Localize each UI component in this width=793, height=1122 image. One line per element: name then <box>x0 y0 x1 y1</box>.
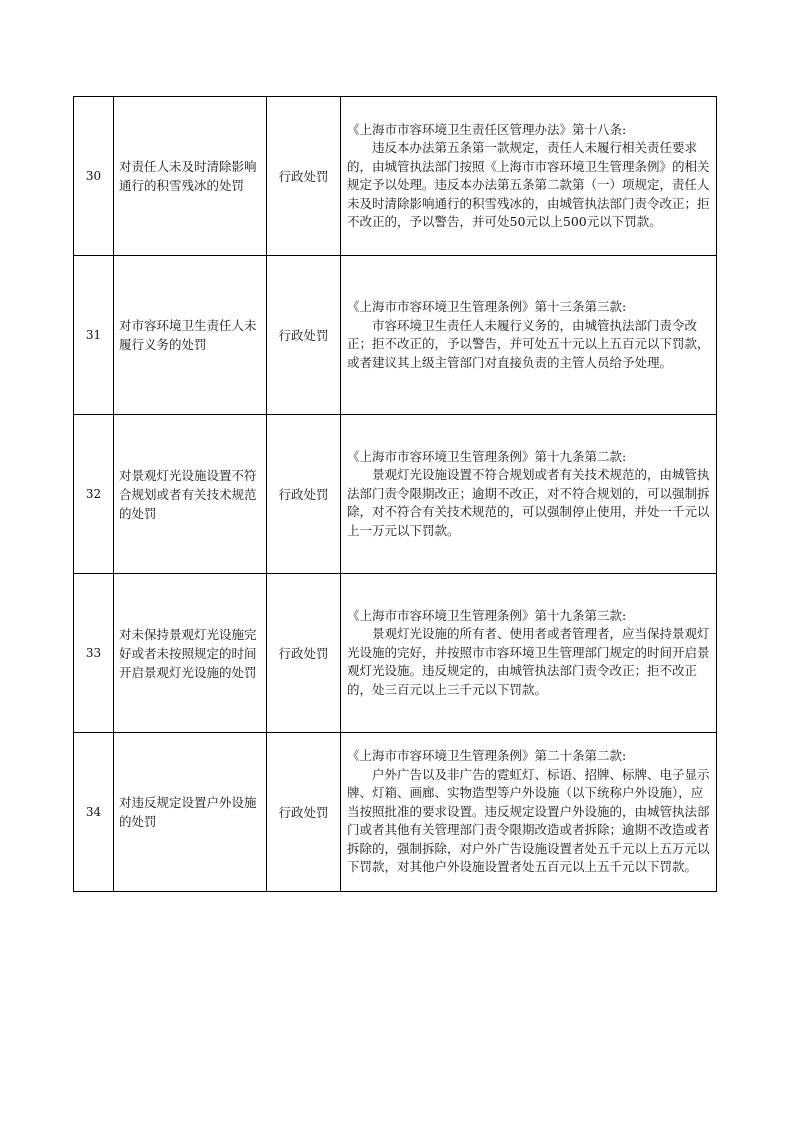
item-type: 行政处罚 <box>267 97 341 256</box>
item-name: 对责任人未及时清除影响通行的积雪残冰的处罚 <box>114 97 267 256</box>
legal-basis-text: 违反本办法第五条第一款规定，责任人未履行相关责任要求的，由城管执法部门按照《上海市市容环境卫生管理条例》的相关规定予以处理。违反本办法第五条第二款第（一）项规定，责任人未及时清除影响通行的积雪残冰的，由城管执法部门责令改正；拒不改正的，予以警告，并可处50元以上500元以下罚款。 <box>347 140 710 229</box>
legal-basis <box>341 256 717 415</box>
table-row <box>74 256 717 415</box>
legal-basis-text: 市容环境卫生责任人未履行义务的，由城管执法部门责令改正；拒不改正的，予以警告，并可处五十元以上五百元以下罚款，或者建议其上级主管部门对直接负责的主管人员给予处理。 <box>347 317 710 370</box>
item-type: 行政处罚 <box>267 574 341 733</box>
row-number: 32 <box>74 415 114 574</box>
penalty-table <box>73 96 717 892</box>
legal-basis <box>341 415 717 574</box>
legal-basis-reference: 《上海市市容环境卫生管理条例》第十九条第三款: <box>347 607 627 623</box>
legal-basis-text: 景观灯光设施设置不符合规划或者有关技术规范的，由城管执法部门责令限期改正；逾期不改正，对不符合规划的，可以强制拆除，对不符合有关技术规范的，可以强制停止使用，并处一千元以上一万元以下罚款。 <box>347 467 710 538</box>
row-number: 34 <box>74 733 114 892</box>
item-type: 行政处罚 <box>267 415 341 574</box>
table-row <box>74 415 717 574</box>
legal-basis <box>341 97 717 256</box>
legal-basis-reference: 《上海市市容环境卫生管理条例》第十九条第二款: <box>347 448 627 464</box>
legal-basis-reference: 《上海市市容环境卫生管理条例》第十三条第三款: <box>347 299 627 314</box>
item-type: 行政处罚 <box>267 733 341 892</box>
item-name: 对景观灯光设施设置不符合规划或者有关技术规范的处罚 <box>114 415 267 574</box>
row-number: 31 <box>74 256 114 415</box>
table-row <box>74 733 717 892</box>
item-name: 对违反规定设置户外设施的处罚 <box>114 733 267 892</box>
legal-basis-reference: 《上海市市容环境卫生责任区管理办法》第十八条: <box>347 121 627 137</box>
legal-basis-reference: 《上海市市容环境卫生管理条例》第二十条第二款: <box>347 748 627 764</box>
row-number: 30 <box>74 97 114 256</box>
table-row <box>74 97 717 256</box>
item-name: 对市容环境卫生责任人未履行义务的处罚 <box>114 256 267 415</box>
row-number: 33 <box>74 574 114 733</box>
item-name: 对未保持景观灯光设施完好或者未按照规定的时间开启景观灯光设施的处罚 <box>114 574 267 733</box>
legal-basis <box>341 574 717 733</box>
legal-basis-text: 户外广告以及非广告的霓虹灯、标语、招牌、标牌、电子显示牌、灯箱、画廊、实物造型等户外设施（以下统称户外设施），应当按照批准的要求设置。违反规定设置户外设施的，由城管执法部门或者其他有关管理部门责令限期改造或者拆除；逾期不改造或者拆除的，强制拆除，对户外广告设施设置者处五千元以上五万元以下罚款，对其他户外设施设置者处五百元以上五千元以下罚款。 <box>347 766 710 875</box>
legal-basis-text: 景观灯光设施的所有者、使用者或者管理者，应当保持景观灯光设施的完好，并按照市市容环境卫生管理部门规定的时间开启景观灯光设施。违反规定的，由城管执法部门责令改正；拒不改正的，处三百元以上三千元以下罚款。 <box>347 626 710 697</box>
table-row <box>74 574 717 733</box>
legal-basis <box>341 733 717 892</box>
item-type: 行政处罚 <box>267 256 341 415</box>
